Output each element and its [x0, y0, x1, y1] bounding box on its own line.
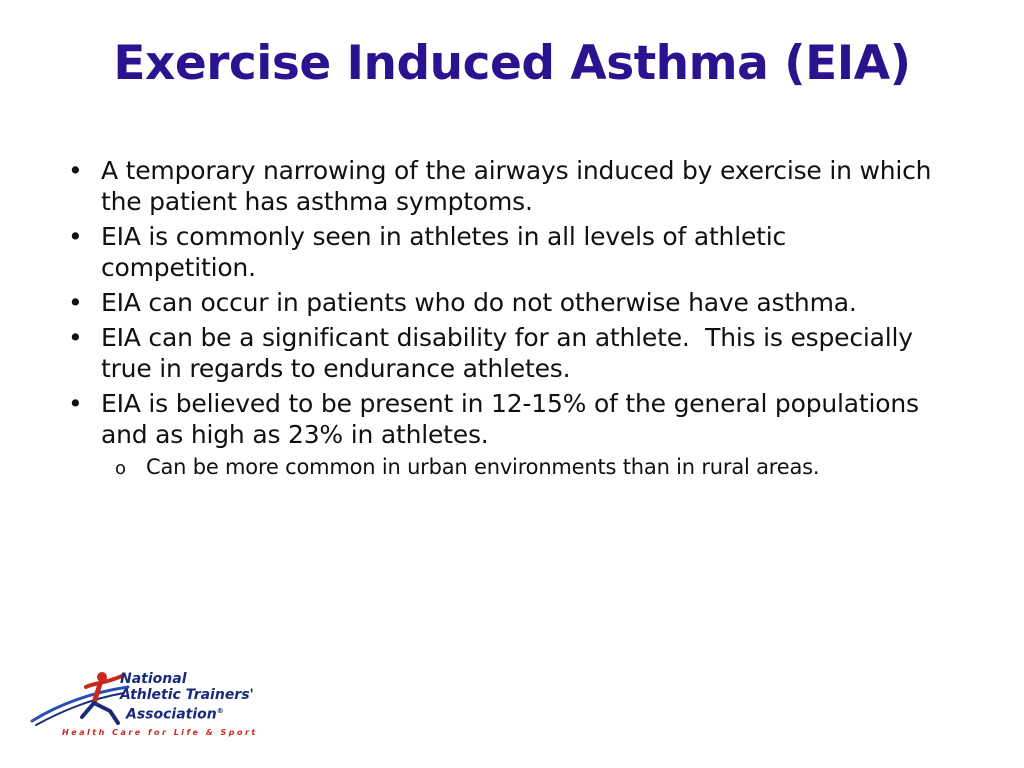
logo-line-association — [126, 703, 224, 723]
bullet-text: EIA is believed to be present in 12-15% of the general populations and as high as 23% in athletes. — [101, 389, 919, 449]
bullet-text: EIA is commonly seen in athletes in all levels of athletic competition. — [101, 222, 787, 282]
bullet-marker: • — [68, 389, 83, 418]
bullet-text: EIA can be a significant disability for an athlete. This is especially true in regards to endurance athletes. — [101, 323, 921, 383]
logo-line-athletic-trainers: Athletic Trainers' — [120, 687, 254, 703]
sub-bullet-item — [68, 454, 948, 481]
bullet-marker: • — [68, 156, 83, 185]
bullet-text: EIA can occur in patients who do not otherwise have asthma. — [101, 288, 857, 317]
bullet-marker: • — [68, 323, 83, 352]
sub-bullet-marker: o — [115, 458, 126, 479]
sub-bullet-text: Can be more common in urban environments than in rural areas. — [146, 455, 820, 479]
bullet-text: A temporary narrowing of the airways induced by exercise in which the patient has asthma symptoms. — [101, 156, 932, 216]
bullet-item — [68, 221, 948, 283]
bullet-item — [68, 287, 948, 318]
bullet-item — [68, 155, 948, 217]
bullet-marker: • — [68, 288, 83, 317]
slide-title: Exercise Induced Asthma (EIA) — [113, 36, 911, 91]
bullet-item — [68, 322, 948, 384]
bullet-item — [68, 388, 948, 450]
logo-line-national: National — [120, 671, 187, 687]
logo-tagline: Health Care for Life & Sport — [62, 728, 258, 737]
bullet-marker: • — [68, 222, 83, 251]
bullet-list — [68, 155, 948, 481]
logo-association-text: Association — [126, 706, 217, 723]
nata-logo — [28, 665, 298, 747]
registered-mark: ® — [216, 707, 224, 715]
